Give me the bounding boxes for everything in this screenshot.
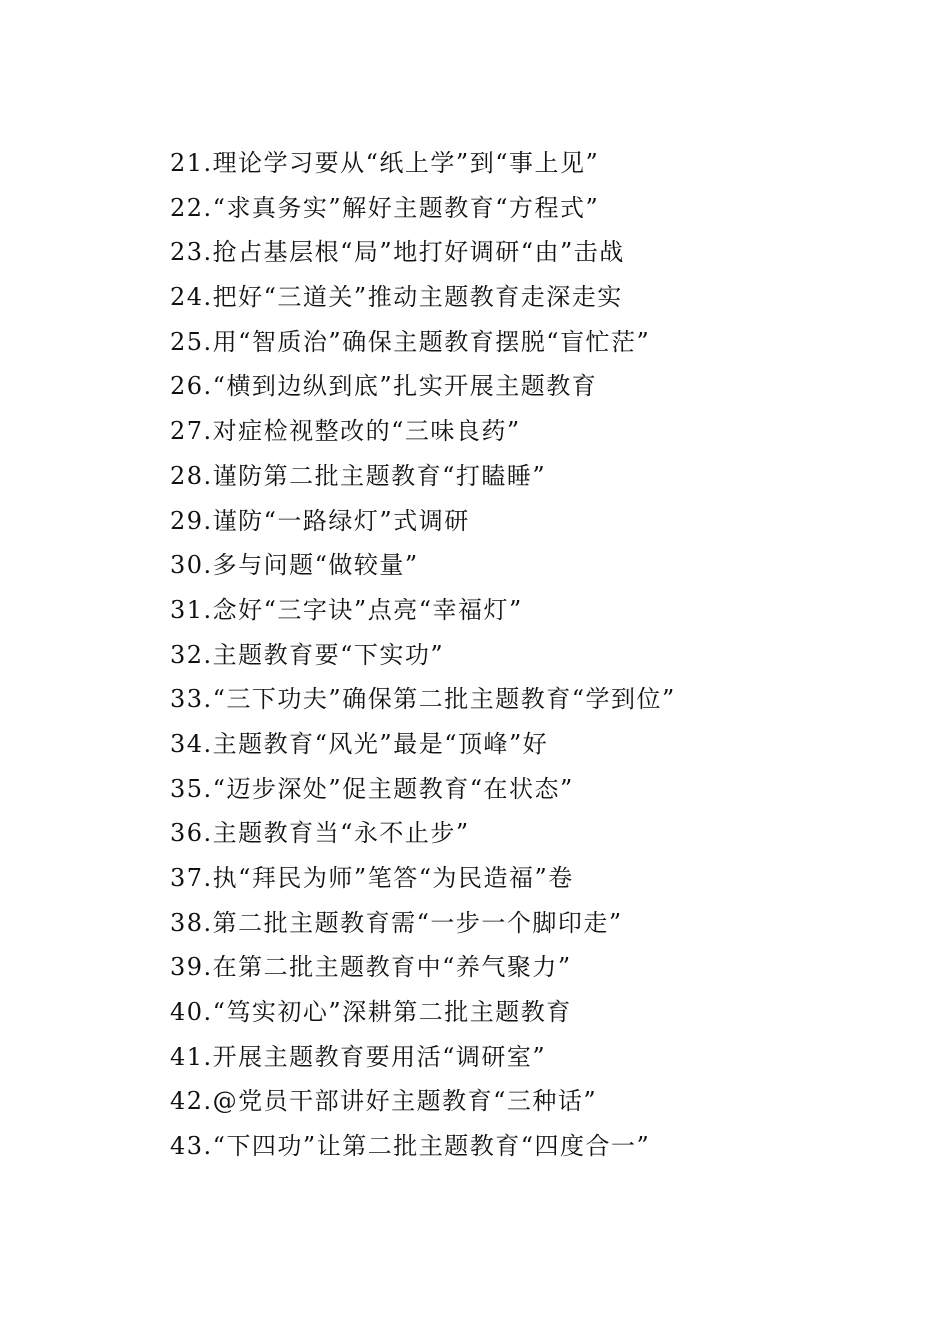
list-item: 28.谨防第二批主题教育“打瞌睡” bbox=[170, 461, 547, 490]
list-item: 26.“横到边纵到底”扎实开展主题教育 bbox=[170, 372, 598, 401]
title-list bbox=[170, 141, 676, 1169]
list-item: 39.在第二批主题教育中“养气聚力” bbox=[170, 953, 572, 982]
list-item: 40.“笃实初心”深耕第二批主题教育 bbox=[170, 998, 572, 1027]
list-item: 25.用“智质治”确保主题教育摆脱“盲忙茫” bbox=[170, 327, 651, 356]
list-item: 37.执“拜民为师”笔答“为民造福”卷 bbox=[170, 864, 574, 892]
list-item: 35.“迈步深处”促主题教育“在状态” bbox=[170, 774, 574, 803]
list-item: 32.主题教育要“下实功” bbox=[170, 640, 445, 669]
list-item: 22.“求真务实”解好主题教育“方程式” bbox=[170, 193, 600, 222]
list-item: 24.把好“三道关”推动主题教育走深走实 bbox=[170, 283, 623, 312]
list-item: 43.“下四功”让第二批主题教育“四度合一” bbox=[170, 1132, 651, 1161]
list-item: 36.主题教育当“永不止步” bbox=[170, 819, 470, 848]
list-item: 27.对症检视整改的“三味良药” bbox=[170, 417, 521, 446]
list-item: 23.抢占基层根“局”地打好调研“由”击战 bbox=[170, 238, 625, 267]
list-item: 42.@党员干部讲好主题教育“三种话” bbox=[170, 1087, 598, 1116]
list-item: 34.主题教育“风光”最是“顶峰”好 bbox=[170, 729, 549, 758]
list-item: 29.谨防“一路绿灯”式调研 bbox=[170, 506, 470, 535]
list-item: 41.开展主题教育要用活“调研室” bbox=[170, 1042, 547, 1071]
list-item: 30.多与问题“做较量” bbox=[170, 551, 419, 580]
list-item: 31.念好“三字诀”点亮“幸福灯” bbox=[170, 595, 523, 624]
list-item: 21.理论学习要从“纸上学”到“事上见” bbox=[170, 149, 600, 177]
list-item: 33.“三下功夫”确保第二批主题教育“学到位” bbox=[170, 685, 676, 714]
list-item: 38.第二批主题教育需“一步一个脚印走” bbox=[170, 908, 623, 937]
